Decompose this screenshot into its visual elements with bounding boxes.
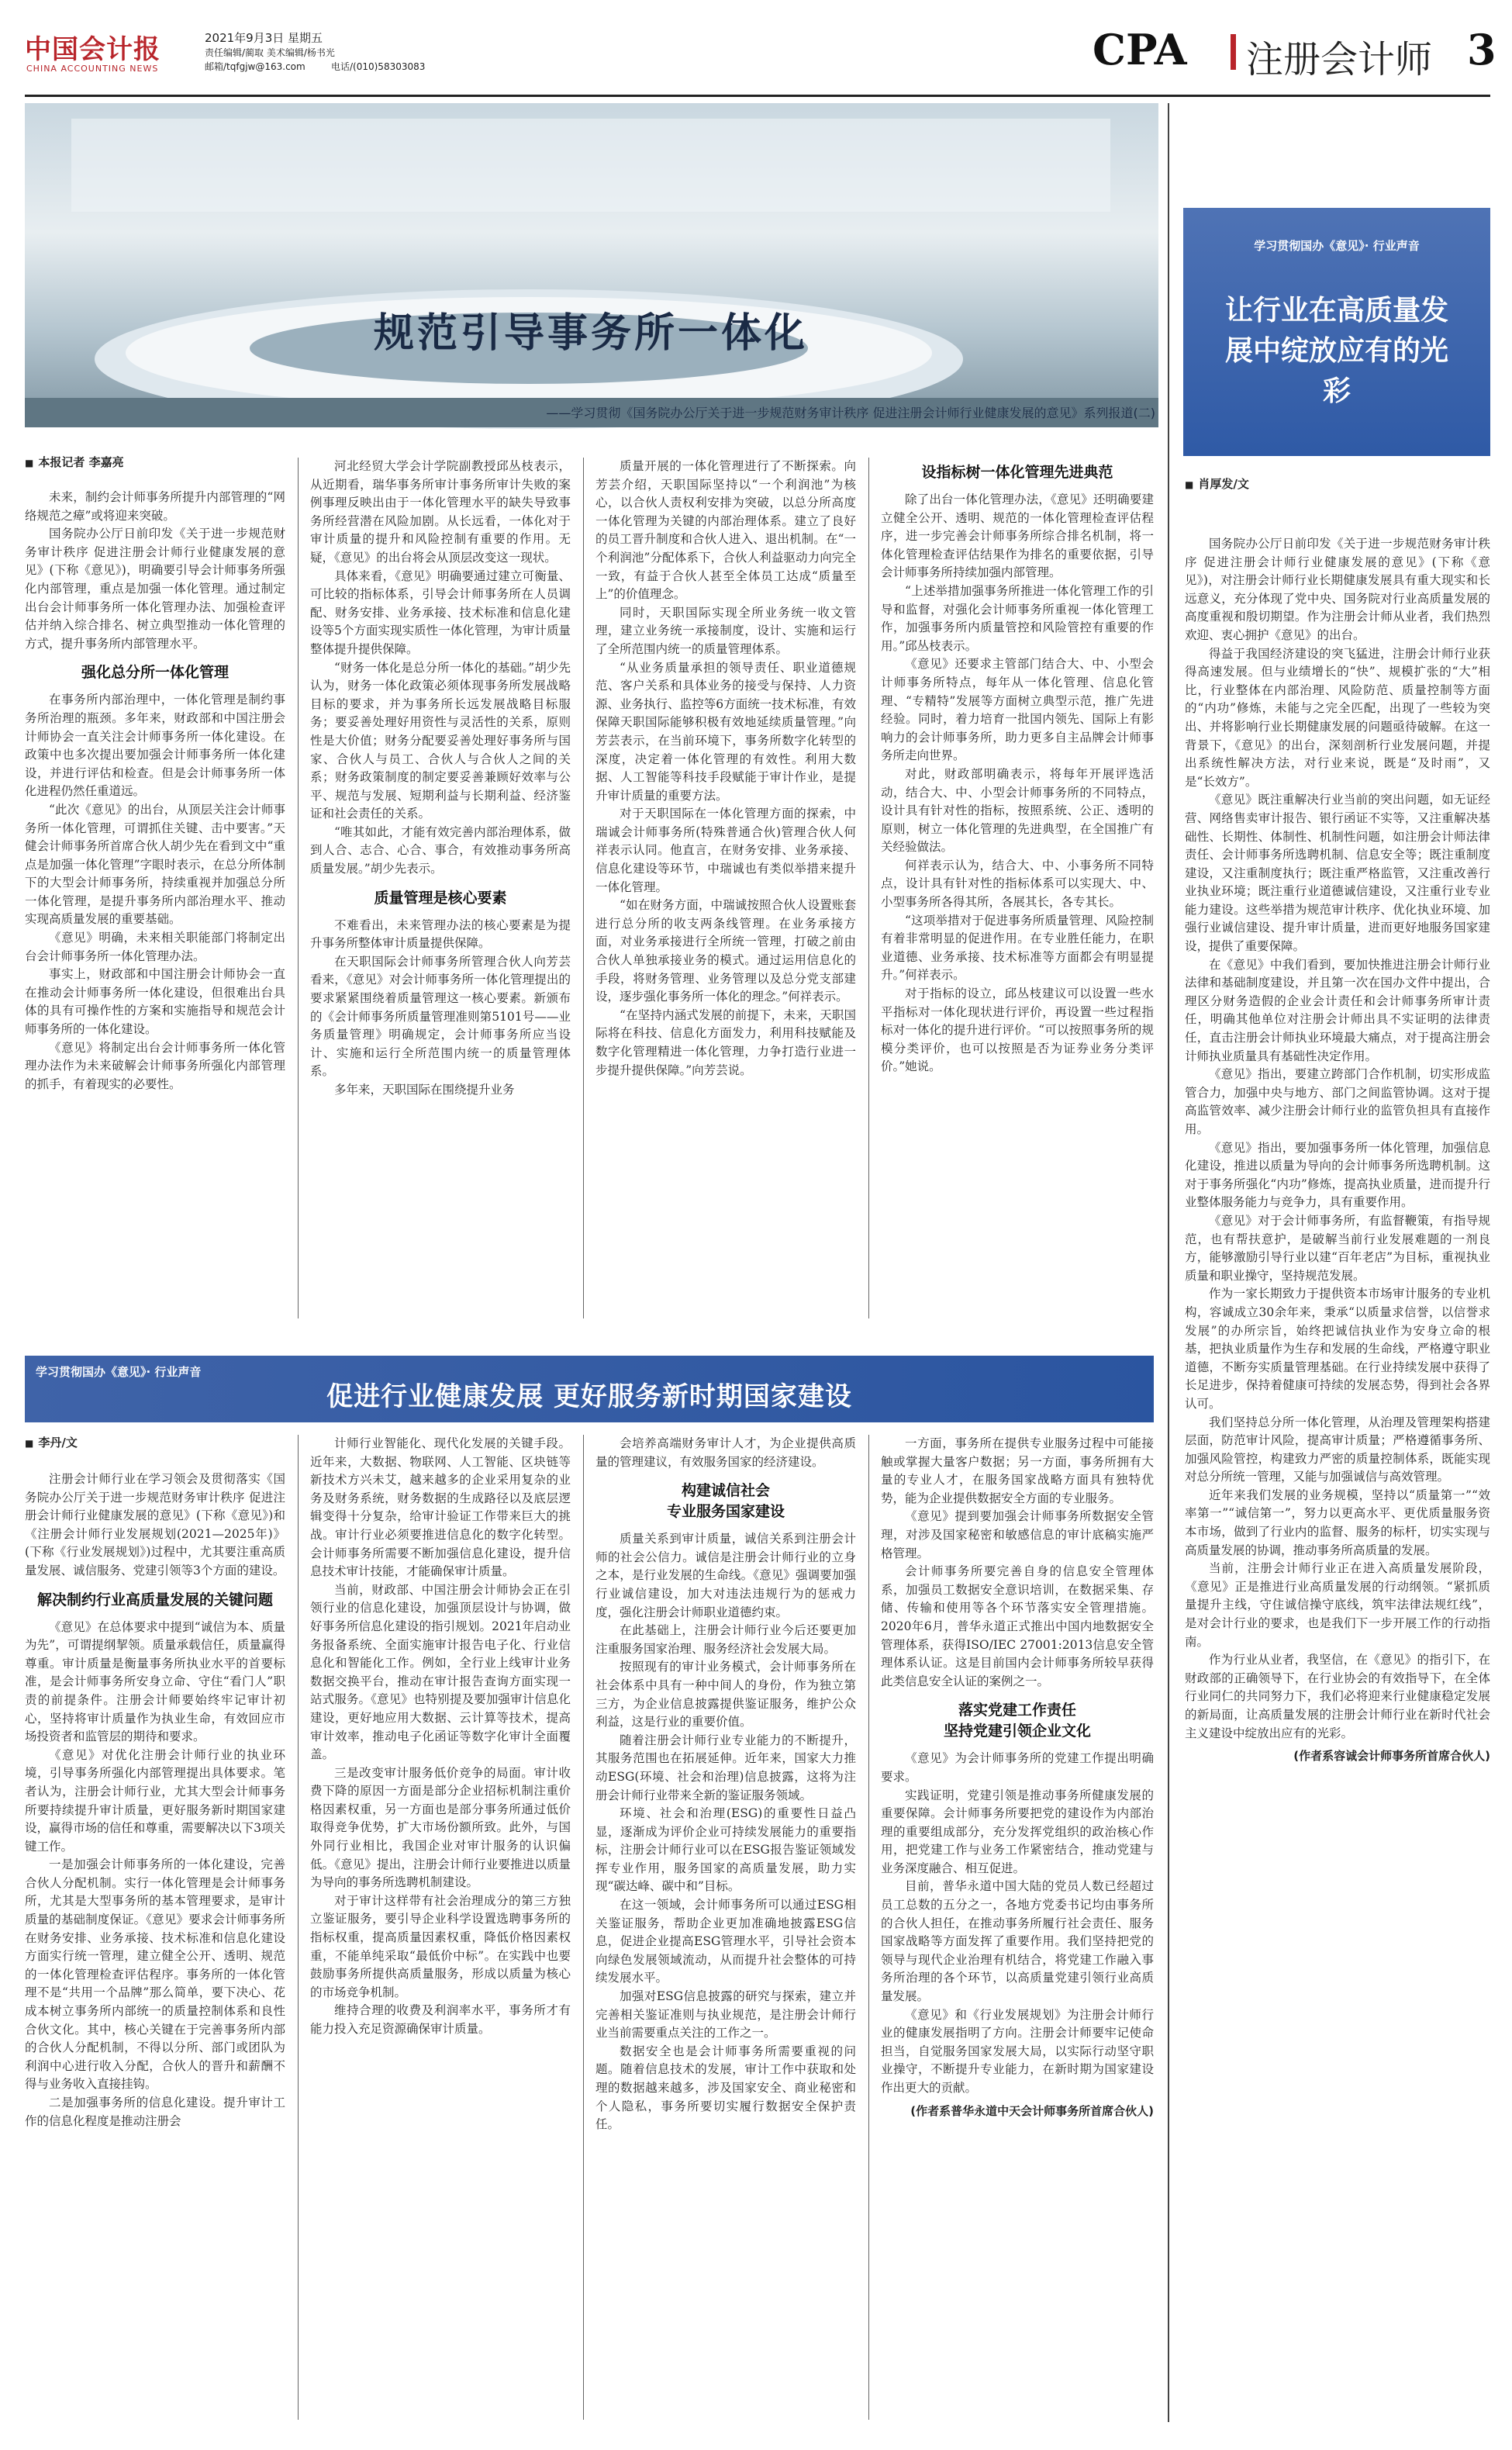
side-banner-tag: 学习贯彻国办《意见》· 行业声音 [1254,239,1420,253]
paragraph: 当前，注册会计师行业正在进入高质量发展阶段，《意见》正是推进行业高质量发展的行动纲领。“紧抓质量提升主线，守住诚信操守底线，筑牢法律法规红线”，是对会计行业的要求，也是我们下一步开展工作的行动指南。 [1185,1561,1490,1649]
paragraph: 《意见》和《行业发展规划》为注册会计师行业的健康发展指明了方向。注册会计师要牢记使命担当，自觉服务国家发展大局，以实际行动坚守职业操守，不断提升专业能力，在新时期为国家建设作出更大的贡献。 [881,2007,1154,2095]
paragraph: 一方面，事务所在提供专业服务过程中可能接触或掌握大量客户数据；另一方面，事务所拥有大量的专业人才，在服务国家战略方面具有独特优势，能为企业提供数据安全方面的专业服务。 [881,1436,1154,1505]
paragraph: 作为一家长期致力于提供资本市场审计服务的专业机构，容诚成立30余年来，秉承“以质量求信誉，以信誉求发展”的办所宗旨，始终把诚信执业作为安身立命的根基，把执业质量作为生存和发展的生命线，严格遵守职业道德，不断夯实质量管理基础。在行业持续发展中获得了长足进步，保持着健康可持续的发展态势，得到社会各界认可。 [1185,1287,1490,1411]
bottom-column-4 [881,1435,1154,2420]
paragraph: 我们坚持总分所一体化管理，从治理及管理架构搭建层面，防范审计风险，提高审计质量；严格遵循事务所、加强风险管控，构建致力严密的质量控制体系，既能实现对总分所统一管理，又能与加强诚信与高效管理。 [1185,1415,1490,1484]
paragraph: “此次《意见》的出台，从顶层关注会计师事务所一体化管理，可谓抓住关键、击中要害。”天健会计师事务所首席合伙人胡少先在看到文中“重点是加强一体化管理”字眼时表示，在总分所体制下的大型会计师事务所，持续重视并加强总分所一体化管理，是提升事务所内部治理水平、推动实现高质量发展的重要基础。 [25,802,285,927]
subheading: 强化总分所一体化管理 [81,664,229,682]
paragraph: 维持合理的收费及利润率水平，事务所才有能力投入充足资源确保审计质量。 [310,2003,571,2036]
editor-credits: 责任编辑/蔺取 美术编辑/杨书光 [205,47,335,58]
paragraph: 未来，制约会计师事务所提升内部管理的“网络规范之瘴”或将迎来突破。 [25,490,285,523]
paragraph: 注册会计师行业在学习领会及贯彻落实《国务院办公厅关于进一步规范财务审计秩序 促进注册会计师行业健康发展的意见》(下称《意见》)和《注册会计师行业发展规划(2021—2025年)》(下称《行业发展规划》)过程中，尤其要注重高质量发展、诚信服务、党建引领等3个方面的建设。 [25,1472,285,1577]
subheading: 构建诚信社会 专业服务国家建设 [666,1482,785,1521]
column-divider [868,1435,869,2420]
paragraph: 加强对ESG信息披露的研究与探索，建立并完善相关鉴证准则与执业规范，是注册会计师行业当前需要重点关注的工作之一。 [595,1989,856,2041]
paragraph: 得益于我国经济建设的突飞猛进，注册会计师行业获得高速发展。但与业绩增长的“快”、规模扩张的“大”相比，行业整体在内部治理、风险防范、质量控制等方面的“内功”修炼，未能与之完全匹配，出现了一些较为突出、并将影响行业长期健康发展的问题亟待破解。在这一背景下，《意见》的出台，深刻剖析行业发展问题，并提出系统性解决方法，对行业来说，既是“及时雨”，又是“长效方”。 [1185,646,1490,789]
side-banner-title: 让行业在高质量发展中绽放应有的光彩 [1224,294,1448,407]
byline-mark: ■ [25,458,34,468]
newspaper-logo-en: CHINA ACCOUNTING NEWS [26,64,159,74]
paragraph: 在《意见》中我们看到，要加快推进注册会计师行业法律和基础制度建设，并且第一次在国办文件中提出，合理区分财务造假的企业会计责任和会计师事务所审计责任，明确其他单位对注册会计师出具不实证明的法律责任，直击注册会计师执业环境最大痛点，对于提高注册会计师执业质量具有基础性决定作用。 [1185,957,1490,1063]
paragraph: “财务一体化是总分所一体化的基础。”胡少先认为，财务一体化政策必须体现事务所发展战略目标的要求，并为事务所长远发展战略目标服务；要妥善处理好用资性与灵活性的关系，原则性是大价值；财务分配要妥善处理好事务所与国家、合伙人与员工、合伙人与合伙人之间的关系；财务政策制度的制定要妥善兼顾好效率与公平、规范与发展、短期利益与长期利益、经济鉴证和社会责任的关系。 [310,660,571,821]
side-article [1185,535,1490,2412]
side-byline [1185,476,1479,492]
byline-author: 肖厚发/文 [1198,477,1249,491]
masthead-rule [25,95,1490,97]
byline-mark: ■ [1185,479,1194,490]
paragraph: 二是加强事务所的信息化建设。提升审计工作的信息化程度是推动注册会 [25,2096,285,2128]
contact-email: 邮箱/tqfgjw@163.com [205,61,306,72]
lead-photo [25,103,1158,427]
subheading: 设指标树一体化管理先进典范 [921,464,1113,481]
paragraph: 《意见》对于会计师事务所，有监督鞭策，有指导规范，也有帮扶意护，是破解当前行业发展难题的一剂良方，能够激励引导行业以建“百年老店”为目标，重视执业质量和职业操守，坚持规范发展。 [1185,1213,1490,1283]
section-bar [1231,34,1236,70]
issue-date: 2021年9月3日 星期五 [205,31,323,45]
paragraph: “这项举措对于促进事务所质量管理、风险控制有着非常明显的促进作用。在专业胜任能力，在职业道德、业务承接、技术标准等方面都会有明显提升。”何祥表示。 [881,913,1154,983]
bottom-banner-title: 促进行业健康发展 更好服务新时期国家建设 [326,1381,852,1412]
paragraph: 环境、社会和治理(ESG)的重要性日益凸显，逐渐成为评价企业可持续发展能力的重要指标，注册会计师行业可以在ESG报告鉴证领域发挥专业作用，服务国家的高质量发展，助力实现“碳达峰、碳中和”目标。 [595,1806,856,1894]
paragraph: 当前，财政部、中国注册会计师协会正在引领行业的信息化建设，加强顶层设计与协调，做好事务所信息化建设的指引规划。2021年启动业务报备系统、全面实施审计报告电子化、行业信息化和智能化工作。例如，全行业上线审计业务数据交换平台，推动在审计报告查询方面实现一站式服务。《意见》也特别提及要加强审计信息化建设，更好地应用大数据、云计算等技术，提高审计效率，推动电子化函证等数字化审计全面覆盖。 [310,1582,571,1762]
paragraph: 一是加强会计师事务所的一体化建设，完善合伙人分配机制。实行一体化管理是会计师事务所，尤其是大型事务所的基本管理要求，是审计质量的基础制度保证。《意见》要求会计师事务所在财务安排、业务承接、技术标准和信息化建设方面实行统一管理，建立健全公开、透明、规范的一体化管理检查评估程序。事务所的一体化管理不是“共用一个品牌”那么简单，要下决心、花成本树立事务所内部统一的质量控制体系和良性合伙文化。其中，核心关键在于完善事务所内部的合伙人分配机制，不得以分所、部门或团队为利润中心进行收入分配，合伙人的晋升和薪酬不得与业务收入直接挂钩。 [25,1857,285,2092]
paragraph: 《意见》指出，要建立跨部门合作机制，切实形成监管合力，加强中央与地方、部门之间监管协调。这对于提高监管效率、减少注册会计师行业的监管负担具有直接作用。 [1185,1067,1490,1136]
paragraph: “从业务质量承担的领导责任、职业道德规范、客户关系和具体业务的接受与保持、人力资源、业务执行、监控等6方面统一技术标准，有效保障天职国际能够积极有效地延续质量管理。”向芳芸表示，在当前环境下，事务所数字化转型的深度，决定着一体化管理的有效性。利用大数据、人工智能等科技手段赋能于审计作业，是提升审计质量的重要方法。 [595,660,856,803]
paragraph: 近年来我们发展的业务规模，坚持以“质量第一”“效率第一”“诚信第一”，努力以更高水平、更优质量服务资本市场，做到了行业内的监督、服务的标杆，切实实现与高质量发展的协调，推动事务所高质量的发展。 [1185,1488,1490,1557]
paragraph: 《意见》还要求主管部门结合大、中、小型会计师事务所特点，每年从一体化管理、信息化管理、“专精特”发展等方面树立典型示范，推广先进经验。同时，着力培育一批国内领先、国际上有影响力的会计师事务所，助力更多自主品牌会计师事务所走向世界。 [881,657,1154,763]
paragraph: 随着注册会计师行业专业能力的不断提升，其服务范围也在拓展延伸。近年来，国家大力推动ESG(环境、社会和治理)信息披露，这将为注册会计师行业带来全新的鉴证服务领域。 [595,1733,856,1802]
paragraph: 何祥表示认为，结合大、中、小事务所不同特点，设计具有针对性的指标体系可以实现大、中、小型事务所各得其所，各展其长，各专其长。 [881,858,1154,910]
paragraph: 数据安全也是会计师事务所需要重视的问题。随着信息技术的发展，审计工作中获取和处理的数据越来越多，涉及国家安全、商业秘密和个人隐私，事务所要切实履行数据安全保护责任。 [595,2044,856,2132]
side-divider [1168,103,1169,2422]
paragraph: 《意见》明确，未来相关职能部门将制定出台会计师事务所一体化管理办法。 [25,931,285,963]
lead-title: 规范引导事务所一体化 [373,309,808,357]
subheading: 解决制约行业高质量发展的关键问题 [36,1591,273,1609]
paragraph: 目前，普华永道中国大陆的党员人数已经超过员工总数的五分之一，各地方党委书记均由事务所的合伙人担任，在推动事务所履行社会责任、服务国家战略等方面发挥了重要作用。我们坚持把党的领导与现代企业治理有机结合，将党建工作融入事务所治理的各个环节，以高质量党建引领行业高质量发展。 [881,1879,1154,2004]
subheading: 落实党建工作责任 坚持党建引领企业文化 [943,1702,1091,1740]
paragraph: 在此基础上，注册会计师行业今后还要更加注重服务国家治理、服务经济社会发展大局。 [595,1623,856,1656]
paragraph: 按照现有的审计业务模式，会计师事务所在社会体系中具有一种中间人的身份，作为独立第三方，为企业信息披露提供鉴证服务，维护公众利益，这是行业的重要价值。 [595,1660,856,1730]
paragraph: “在坚持内涵式发展的前提下，未来，天职国际将在科技、信息化方面发力，利用科技赋能及数字化管理精进一体化管理，力争打造行业进一步提升提供保障。”向芳芸说。 [595,1007,856,1077]
paragraph: 作为行业从业者，我坚信，在《意见》的指引下，在财政部的正确领导下，在行业协会的有效指导下，在全体行业同仁的共同努力下，我们必将迎来行业健康稳定发展的新局面，让高质量发展的注册会计师行业在新时代社会主义建设中绽放出应有的光彩。 [1185,1653,1490,1740]
byline-author: 本报记者 李嘉亮 [38,455,124,469]
paragraph: 具体来看，《意见》明确要通过建立可衡量、可比较的指标体系，引导会计师事务所在人员调配、财务安排、业务承接、技术标准和信息化建设等5个方面实现实质性一体化管理，为审计质量整体提升提供保障。 [310,568,571,656]
paragraph: 对此，财政部明确表示，将每年开展评选活动，结合大、中、小型会计师事务所的不同特点，设计具有针对性的指标，按照系统、公正、透明的原则，树立一体化管理的先进典型，在全国推广有关经验做法。 [881,766,1154,855]
paragraph: 在这一领域，会计师事务所可以通过ESG相关鉴证服务，帮助企业更加准确地披露ESG信息，促进企业提高ESG管理水平，引导社会资本向绿色发展领域流动，从而提升社会整体的可持续发展水平。 [595,1898,856,1985]
byline-author: 李丹/文 [38,1436,78,1450]
author-signature: (作者系普华永道中天会计师事务所首席合伙人) [910,2103,1154,2118]
paragraph: 对于审计这样带有社会治理成分的第三方独立鉴证服务，要引导企业科学设置选聘事务所的指标权重，提高质量因素权重，降低价格因素权重，不能单纯采取“最低价中标”。在实践中也要鼓励事务所提供高质量服务，形成以质量为核心的市场竞争机制。 [310,1893,571,1999]
paragraph: 《意见》在总体要求中提到“诚信为本、质量为先”，可谓提纲挈领。质量承载信任，质量赢得尊重。审计质量是衡量事务所执业水平的首要标准，是会计师事务所安身立命、守住“看门人”职责的前提条件。注册会计师要始终牢记审计初心，坚持将审计质量作为执业生命，有效回应市场投资者和监管层的期待和要求。 [25,1619,285,1744]
lead-column-3 [595,458,856,1342]
paragraph: 《意见》为会计师事务所的党建工作提出明确要求。 [881,1751,1154,1784]
paragraph: 《意见》将制定出台会计师事务所一体化管理办法作为未来破解会计师事务所强化内部管理的抓手，有着现实的必要性。 [25,1040,285,1091]
paragraph: 多年来，天职国际在围绕提升业务 [334,1083,515,1097]
paragraph: 不难看出，未来管理办法的核心要素是为提升事务所整体审计质量提供保障。 [310,917,571,951]
paragraph: 会计师事务所要完善自身的信息安全管理体系，加强员工数据安全意识培训，在数据采集、存储、传输和使用等各个环节落实安全管理措施。2020年6月，普华永道正式推出中国内地数据安全管理体系，获得ISO/IEC 27001:2013信息安全管理体系认证。这是目前国内会计师事务所较早获得此类信息安全认证的案例之一。 [881,1564,1154,1688]
paragraph: 在天职国际会计师事务所管理合伙人向芳芸看来，《意见》对会计师事务所一体化管理提出的要求紧紧围绕着质量管理这一核心要素。新颁布的《会计师事务所质量管理准则第5101号——业务质量管理》明确规定，会计师事务所应当设计、实施和运行全所范围内统一的质量管理体系。 [310,954,571,1079]
paragraph: “唯其如此，才能有效完善内部治理体系，做到人合、志合、心合、事合，有效推动事务所高质量发展。”胡少先表示。 [310,824,571,876]
paragraph: 计师行业智能化、现代化发展的关键手段。近年来，大数据、物联网、人工智能、区块链等新技术方兴未艾，越来越多的企业采用复杂的业务及财务系统，财务数据的生成路径以及底层逻辑变得十分复杂，给审计验证工作带来巨大的挑战。审计行业必须要推进信息化的数字化转型。会计师事务所需要不断加强信息化建设，提升信息技术审计技能，才能确保审计质量。 [310,1436,571,1579]
column-divider [583,1435,584,2420]
column-divider [298,1435,299,2420]
column-divider [583,458,584,1318]
paragraph: 河北经贸大学会计学院副教授邱丛枝表示，从近期看，瑞华事务所审计事务所审计失败的案例事理反映出由于一体化管理水平的缺失导致事务所经营潜在风险加剧。从长远看，一体化对于审计质量的提升和风险控制有重要的作用。无疑，《意见》的出台将会从顶层改变这一现状。 [310,459,571,565]
lead-column-1 [25,489,285,1342]
lead-byline [25,454,319,471]
paragraph: 《意见》既注重解决行业当前的突出问题，如无证经营、网络售卖审计报告、银行函证不实等，又注重解决基础性、长期性、体制性、机制性问题，如注册会计师法律责任、会计师事务所选聘机制、信息安全等；既注重制度建设，又注重制度执行；既注重严格监管，又注重改善行业执业环境；既注重行业道德诚信建设，又注重行业专业能力建设。这些举措为规范审计秩序、优化执业环境、加强行业诚信建设、提升审计质量，进而更好地服务国家建设，提供了重要保障。 [1185,793,1490,954]
paragraph: 同时，天职国际实现全所业务统一收文管理，建立业务统一承接制度，设计、实施和运行了全所范围内统一的质量管理体系。 [595,605,856,656]
paragraph: 事实上，财政部和中国注册会计师协会一直在推动会计师事务所一体化建设，但很难出台具体的具有可操作性的方案和实施指导和规范会计师事务所的一体化建设。 [25,967,285,1037]
section-code: CPA [1093,25,1187,74]
bottom-banner-tag: 学习贯彻国办《意见》· 行业声音 [36,1365,202,1379]
bottom-column-3 [595,1435,856,2420]
paragraph: 《意见》提到要加强会计师事务所数据安全管理，对涉及国家秘密和敏感信息的审计底稿实施严格管理。 [881,1509,1154,1560]
paragraph: 国务院办公厅日前印发《关于进一步规范财务审计秩序 促进注册会计师行业健康发展的意见》(下称《意见》)，对注册会计师行业长期健康发展具有重大现实和长远意义，充分体现了党中央、国务院对行业高质量发展的高度重视和殷切期望。作为注册会计师从业者，我们热烈欢迎、衷心拥护《意见》的出台。 [1185,537,1490,642]
bottom-banner [25,1356,1154,1422]
paragraph: 国务院办公厅日前印发《关于进一步规范财务审计秩序 促进注册会计师行业健康发展的意见》(下称《意见》)，明确要引导会计师事务所强化内部管理，重点是加强一体化管理。通过制定出台会计师事务所一体化管理办法、加强检查评估并纳入综合排名、树立典型推动一体化管理的方式，提升事务所内部管理水平。 [25,527,285,651]
lead-column-4 [881,461,1154,1342]
bottom-column-2 [310,1435,571,2420]
masthead [25,23,1496,93]
page-number: 3 [1467,25,1496,74]
paragraph: 质量开展的一体化管理进行了不断探索。向芳芸介绍，天职国际坚持以“一个利润池”为核心，以合伙人责权利安排为突破，以总分所高度一体化管理为关键的内部治理体系。建立了良好的员工晋升制度和合伙人进入、退出机制。在“一个利润池”分配体系下，合伙人利益驱动力向完全一致，有益于合伙人甚至全体员工达成“质量至上”的价值理念。 [595,459,856,602]
side-banner [1183,208,1490,456]
author-signature: (作者系容诚会计师事务所首席合伙人) [1293,1749,1490,1764]
paragraph: 对于指标的设立，邱丛枝建议可以设置一些水平指标对一体化现状进行评价，再设置一些过程指标对一体化的提升进行评价。“可以按照事务所的规模分类评价，也可以按照是否为证券业务分类评价。”她说。 [881,987,1154,1074]
column-divider [868,458,869,1318]
newspaper-logo: 中国会计报 [25,34,161,65]
paragraph: 《意见》指出，要加强事务所一体化管理，加强信息化建设，推进以质量为导向的会计师事务所选聘机制。这对于事务所强化“内功”修炼，提高执业质量，进而提升行业整体服务能力与竞争力，具有重要作用。 [1185,1140,1490,1210]
paragraph: 除了出台一体化管理办法，《意见》还明确要建立健全公开、透明、规范的一体化管理检查评估程序，进一步完善会计师事务所综合排名机制，将一体化管理检查评估结果作为排名的重要依据，引导会计师事务所持续加强内部管理。 [881,492,1154,580]
paragraph: 《意见》对优化注册会计师行业的执业环境，引导事务所强化内部管理提出具体要求。笔者认为，注册会计师行业，尤其大型会计师事务所要持续提升审计质量，更好服务新时期国家建设，赢得市场的信任和尊重，需要解决以下3项关键工作。 [25,1747,285,1854]
paragraph: 质量关系到审计质量，诚信关系到注册会计师的社会公信力。诚信是注册会计师行业的立身之本，是行业发展的生命线。《意见》强调要加强行业诚信建设，加大对违法违规行为的惩戒力度，强化注册会计师职业道德约束。 [595,1532,856,1619]
lead-subtitle: ——学习贯彻《国务院办公厅关于进一步规范财务审计秩序 促进注册会计师行业健康发展的意见》系列报道(二) [546,406,1155,420]
paragraph: 会培养高端财务审计人才，为企业提供高质量的管理建议，有效服务国家的经济建设。 [595,1436,856,1469]
paragraph: 实践证明，党建引领是推动事务所健康发展的重要保障。会计师事务所要把党的建设作为内部治理的重要组成部分，充分发挥党组织的政治核心作用，把党建工作与业务工作紧密结合，推动党建与业务深度融合、相互促进。 [881,1788,1154,1875]
paragraph: 三是改变审计服务低价竞争的局面。审计收费下降的原因一方面是部分企业招标机制注重价格因素权重，另一方面也是部分事务所通过低价取得竞争优势，扩大市场份额所致。此外，与国外同行业相比，我国企业对审计服务的认识偏低。《意见》提出，注册会计师行业要推进以质量为导向的事务所选聘机制建设。 [310,1765,571,1890]
paragraph: “上述举措加强事务所推进一体化管理工作的引导和监督，对强化会计师事务所重视一体化管理工作，加强事务所内质量管控和风险管控有重要的作用。”邱丛枝表示。 [881,583,1154,653]
contact-phone: 电话/(010)58303083 [331,61,426,72]
paragraph: “如在财务方面，中瑞诚按照合伙人设置账套进行总分所的收支两条线管理。在业务承接方面，对业务承接进行全所统一管理，打破之前由合伙人单独承接业务的模式。通过运用信息化的手段，将财务管理、业务管理以及总分党支部建设，逐步强化事务所一体化的理念。”何祥表示。 [595,898,856,1004]
paragraph: 在事务所内部治理中，一体化管理是制约事务所治理的瓶颈。多年来，财政部和中国注册会计师协会一直关注会计师事务所一体化建设。在政策中也多次提出要加强会计师事务所一体化建设，并进行评估和检查。但是会计师事务所一体化进程仍然任重道远。 [25,693,285,799]
lead-column-2 [310,458,571,1342]
subheading: 质量管理是核心要素 [374,889,507,907]
byline-mark: ■ [25,1438,34,1449]
bottom-column-1 [25,1470,285,2421]
paragraph: 对于天职国际在一体化管理方面的探索，中瑞诚会计师事务所(特殊普通合伙)管理合伙人何祥表示认同。他直言，在财务安排、业务承接、信息化建设等环节，中瑞诚也有类似举措来提升一体化管理。 [595,807,856,894]
section-name: 注册会计师 [1246,38,1433,81]
bottom-byline [25,1435,257,1451]
column-divider [298,458,299,1318]
